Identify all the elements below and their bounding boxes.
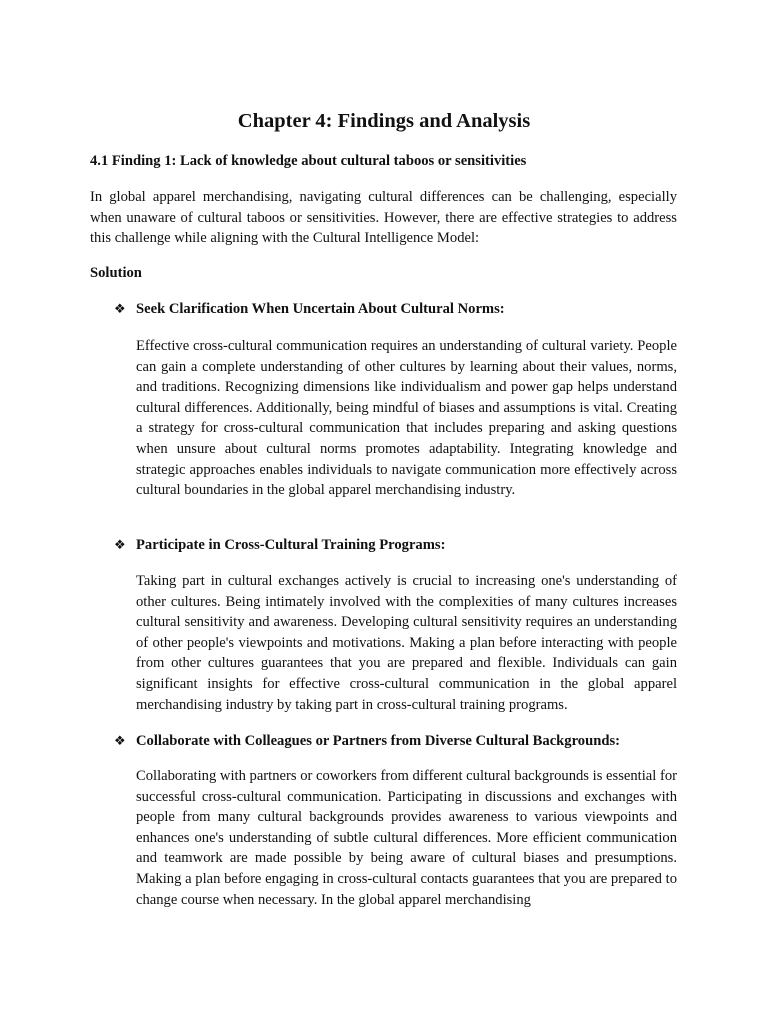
strategy-heading-text: Seek Clarification When Uncertain About Cultural Norms: [136,301,505,317]
strategy-body: Effective cross-cultural communication requires an understanding of cultural variety. People can gain a complete understanding of other cultures by learning about their values, norms, and traditions. Recognizing dimensions like individualism and power gap helps understand cultural differences. Additionally, being mindful of biases and assumptions is vital. Creating a strategy for cross-cultural communication that includes preparing and asking questions when unsure about cultural norms promotes adaptability. Integrating knowledge and strategic approaches enables individuals to navigate communication more effectively across cultural boundaries in the global apparel merchandising industry. [136,338,677,499]
diamond-bullet-icon: ❖ [114,734,126,749]
strategy-heading [114,535,445,556]
section-heading: 4.1 Finding 1: Lack of knowledge about cultural taboos or sensitivities [90,153,527,169]
diamond-bullet-icon: ❖ [114,538,126,553]
strategy-body: Taking part in cultural exchanges actively is crucial to increasing one's understanding of other cultures. Being intimately involved with the complexities of many cultures increases cultural sensitivity and awareness. Developing cultural sensitivity requires an understanding of other people's viewpoints and motivations. Making a plan before interacting with people from other cultures guarantees that you are prepared and flexible. Individuals can gain significant insights for effective cross-cultural communication in the global apparel merchandising industry by taking part in cross-cultural training programs. [136,573,677,713]
chapter-title: Chapter 4: Findings and Analysis [237,110,531,132]
strategy-heading-text: Collaborate with Colleagues or Partners from Diverse Cultural Backgrounds: [136,733,620,749]
strategy-heading [114,299,505,320]
strategy-heading-text: Participate in Cross-Cultural Training Programs: [136,537,446,553]
solution-label: Solution [90,265,142,281]
strategy-body: Collaborating with partners or coworkers from different cultural backgrounds is essential for successful cross-cultural communication. Participating in discussions and exchanges with people from many cultural backgrounds provides awareness to various viewpoints and enhances one's understanding of subtle cultural differences. More efficient communication and teamwork are made possible by being aware of cultural biases and presumptions. Making a plan before engaging in cross-cultural contacts guarantees that you are prepared to change course when necessary. In the global apparel merchandising [136,768,677,908]
diamond-bullet-icon: ❖ [114,302,126,317]
intro-paragraph: In global apparel merchandising, navigating cultural differences can be challenging, especially when unaware of cultural taboos or sensitivities. However, there are effective strategies to address this challenge while aligning with the Cultural Intelligence Model: [90,189,677,247]
strategy-heading [114,731,620,752]
